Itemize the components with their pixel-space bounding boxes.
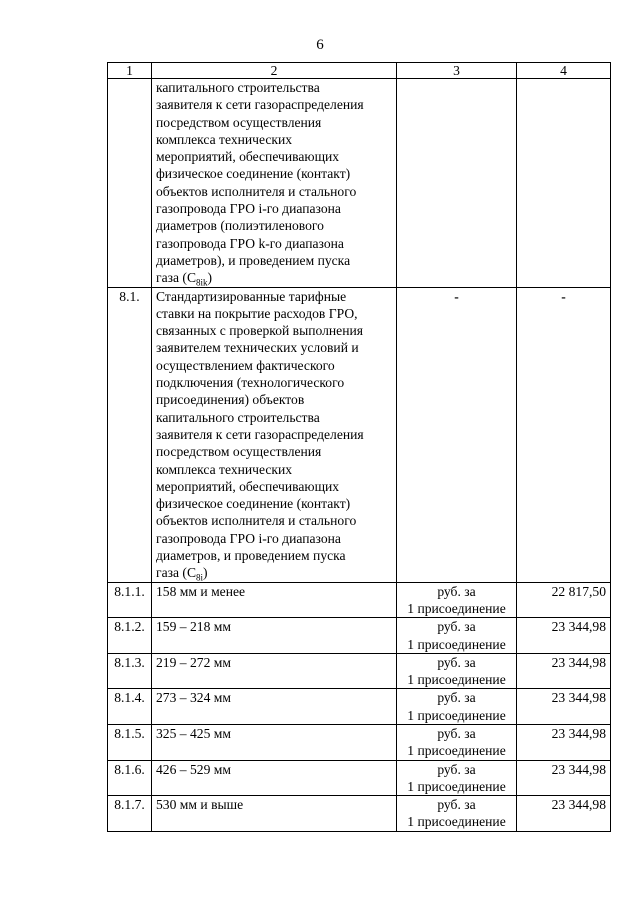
section-line: мероприятий, обеспечивающих — [156, 478, 340, 494]
row-value: 23 344,98 — [517, 724, 611, 760]
section-line: физическое соединение (контакт) — [156, 496, 351, 512]
row-label: 325 – 425 мм — [152, 724, 397, 760]
row-unit — [397, 796, 517, 832]
table-row — [108, 618, 611, 654]
row-label: 159 – 218 мм — [152, 618, 397, 654]
header-col-1: 1 — [108, 63, 152, 79]
row-value: 23 344,98 — [517, 618, 611, 654]
row-unit-line2: 1 присоединение — [407, 707, 506, 723]
row-label: 426 – 529 мм — [152, 760, 397, 796]
section-line: ставки на покрытие расходов ГРО, — [156, 305, 358, 321]
row-unit — [397, 724, 517, 760]
section-line: объектов исполнителя и стального — [156, 513, 357, 529]
section-last-line: газа $(С_{8i})$ — [156, 565, 208, 584]
page-number: 6 — [316, 37, 324, 53]
section-line: заявителем технических условий и — [156, 340, 359, 356]
row-unit — [397, 689, 517, 725]
row-value: 23 344,98 — [517, 760, 611, 796]
row-unit-line2: 1 присоединение — [407, 778, 506, 794]
tariff-table — [107, 62, 611, 832]
table-row — [108, 760, 611, 796]
continued-row-line: капитального строительства — [156, 80, 320, 95]
section-line: Стандартизированные тарифные — [156, 288, 347, 304]
table-row — [108, 724, 611, 760]
continued-row-line: объектов исполнителя и стального — [156, 183, 357, 199]
continued-row-line: газопровода ГРО i-го диапазона — [156, 201, 341, 217]
section-row-8-1 — [108, 287, 611, 582]
table-row — [108, 582, 611, 618]
section-line: заявителя к сети газораспределения — [156, 426, 364, 442]
section-line: капитального строительства — [156, 409, 320, 425]
continued-row — [108, 79, 611, 288]
section-line: присоединения) объектов — [156, 392, 305, 408]
continued-row-line: диаметров (полиэтиленового — [156, 218, 324, 234]
section-line: осуществлением фактического — [156, 357, 335, 373]
row-number: 8.1.6. — [108, 760, 152, 796]
header-col-4: 4 — [517, 63, 611, 79]
continued-row-unit — [397, 79, 517, 288]
row-unit-line2: 1 присоединение — [407, 600, 506, 616]
row-label: 158 мм и менее — [152, 582, 397, 618]
row-unit — [397, 618, 517, 654]
section-number: 8.1. — [108, 287, 152, 582]
table-row — [108, 796, 611, 832]
table-header-row — [108, 63, 611, 79]
section-line: комплекса технических — [156, 461, 293, 477]
row-label: 530 мм и выше — [152, 796, 397, 832]
row-number: 8.1.1. — [108, 582, 152, 618]
row-number: 8.1.7. — [108, 796, 152, 832]
continued-row-line: газопровода ГРО k-го диапазона — [156, 235, 344, 251]
row-unit-line1: руб. за — [437, 583, 476, 599]
continued-row-value — [517, 79, 611, 288]
row-unit-line1: руб. за — [437, 654, 476, 670]
row-unit-line1: руб. за — [437, 797, 476, 813]
section-line: посредством осуществления — [156, 444, 322, 460]
section-line: подключения (технологического — [156, 375, 345, 391]
row-unit-line2: 1 присоединение — [407, 636, 506, 652]
header-col-3: 3 — [397, 63, 517, 79]
row-value: 23 344,98 — [517, 689, 611, 725]
continued-row-line: посредством осуществления — [156, 114, 322, 130]
row-unit-line2: 1 присоединение — [407, 672, 506, 688]
section-line: диаметров, и проведением пуска — [156, 548, 346, 564]
continued-row-line: комплекса технических — [156, 131, 293, 147]
section-unit: - — [397, 287, 517, 582]
row-number: 8.1.2. — [108, 618, 152, 654]
table-row — [108, 689, 611, 725]
row-unit — [397, 653, 517, 689]
section-line: связанных с проверкой выполнения — [156, 323, 363, 339]
row-unit-line1: руб. за — [437, 761, 476, 777]
section-description — [152, 287, 397, 582]
continued-row-last-line: газа $(С_{8ik})$ — [156, 270, 213, 288]
row-unit-line1: руб. за — [437, 619, 476, 635]
row-unit-line2: 1 присоединение — [407, 743, 506, 759]
row-label: 219 – 272 мм — [152, 653, 397, 689]
continued-row-line: диаметров), и проведением пуска — [156, 252, 351, 268]
row-unit-line1: руб. за — [437, 725, 476, 741]
continued-row-line: мероприятий, обеспечивающих — [156, 149, 340, 165]
header-col-2: 2 — [152, 63, 397, 79]
section-value: - — [517, 287, 611, 582]
row-value: 23 344,98 — [517, 796, 611, 832]
row-unit — [397, 760, 517, 796]
row-number: 8.1.4. — [108, 689, 152, 725]
table-row — [108, 653, 611, 689]
continued-row-line: физическое соединение (контакт) — [156, 166, 351, 182]
row-label: 273 – 324 мм — [152, 689, 397, 725]
row-number: 8.1.5. — [108, 724, 152, 760]
continued-row-description — [152, 79, 397, 288]
continued-row-line: заявителя к сети газораспределения — [156, 97, 364, 113]
continued-row-number — [108, 79, 152, 288]
row-number: 8.1.3. — [108, 653, 152, 689]
section-line: газопровода ГРО i-го диапазона — [156, 530, 341, 546]
row-unit — [397, 582, 517, 618]
row-unit-line1: руб. за — [437, 690, 476, 706]
row-value: 23 344,98 — [517, 653, 611, 689]
row-unit-line2: 1 присоединение — [407, 814, 506, 830]
row-value: 22 817,50 — [517, 582, 611, 618]
